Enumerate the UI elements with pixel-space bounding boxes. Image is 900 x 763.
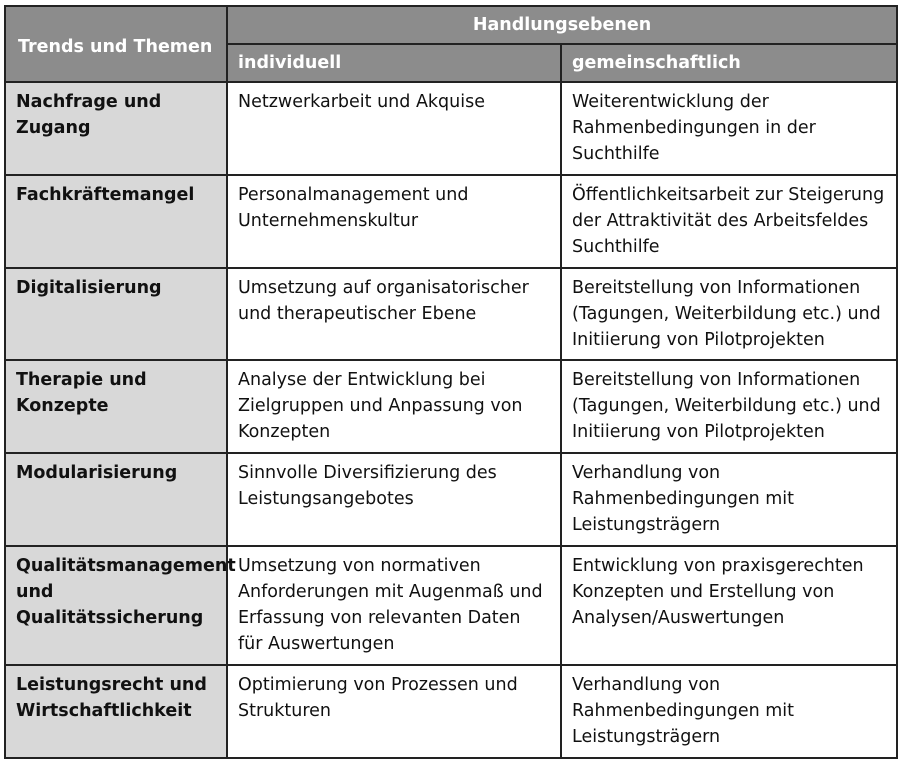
row-topic: Modularisierung (5, 453, 227, 546)
row-topic: Therapie und Konzepte (5, 360, 227, 453)
table-row (5, 360, 897, 453)
row-individual: Analyse der Entwicklung bei Zielgruppen und Anpassung von Konzepten (227, 360, 561, 453)
row-individual: Netzwerkarbeit und Akquise (227, 82, 561, 175)
row-topic: Digitalisierung (5, 268, 227, 361)
themes-table (4, 5, 898, 759)
row-shared: Öffentlichkeitsarbeit zur Steigerung der Attraktivität des Arbeitsfeldes Suchthilfe (561, 175, 897, 268)
header-individuell: individuell (227, 44, 561, 82)
table-row (5, 175, 897, 268)
row-topic: Nachfrage und Zugang (5, 82, 227, 175)
row-shared: Verhandlung von Rahmenbedingungen mit Leistungsträgern (561, 453, 897, 546)
row-topic: Fachkräftemangel (5, 175, 227, 268)
table-row (5, 546, 897, 665)
table-row (5, 453, 897, 546)
row-topic: Leistungsrecht und Wirtschaftlichkeit (5, 665, 227, 758)
header-handlungsebenen: Handlungsebenen (227, 6, 897, 44)
table-row (5, 82, 897, 175)
header-trends-themes: Trends und Themen (5, 6, 227, 82)
row-shared: Verhandlung von Rahmenbedingungen mit Leistungsträgern (561, 665, 897, 758)
table-row (5, 665, 897, 758)
header-row-top (5, 6, 897, 44)
row-individual: Umsetzung von normativen Anforderungen mit Augenmaß und Erfassung von relevanten Daten für Auswertungen (227, 546, 561, 665)
row-shared: Bereitstellung von Informationen (Tagungen, Weiterbildung etc.) und Initiierung von Pilotprojekten (561, 360, 897, 453)
row-shared: Bereitstellung von Informationen (Tagungen, Weiterbildung etc.) und Initiierung von Pilotprojekten (561, 268, 897, 361)
table-row (5, 268, 897, 361)
row-individual: Sinnvolle Diversifizierung des Leistungsangebotes (227, 453, 561, 546)
row-individual: Umsetzung auf organisatorischer und therapeutischer Ebene (227, 268, 561, 361)
row-individual: Personalmanagement und Unternehmenskultur (227, 175, 561, 268)
row-topic: Qualitätsmanagement und Qualitätssicherung (5, 546, 227, 665)
row-individual: Optimierung von Prozessen und Strukturen (227, 665, 561, 758)
row-shared: Entwicklung von praxisgerechten Konzepten und Erstellung von Analysen/Auswertungen (561, 546, 897, 665)
row-shared: Weiterentwicklung der Rahmenbedingungen in der Suchthilfe (561, 82, 897, 175)
header-gemeinschaftlich: gemeinschaftlich (561, 44, 897, 82)
